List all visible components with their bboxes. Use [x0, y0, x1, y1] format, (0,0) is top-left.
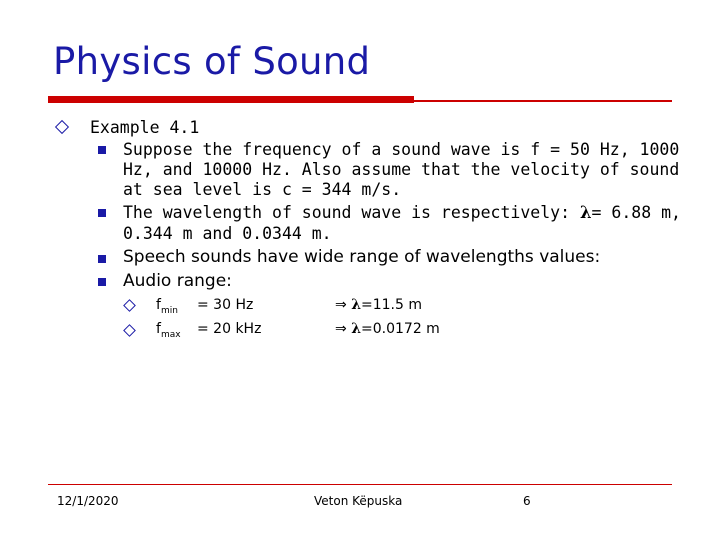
point-3-text: Speech sounds have wide range of wavelengths values: — [123, 247, 601, 267]
point-2-prefix: The wavelength of sound wave is respectively: — [123, 203, 580, 222]
square-bullet-icon — [98, 278, 106, 286]
diamond-bullet-icon — [123, 299, 136, 312]
square-bullet-icon — [98, 255, 106, 263]
fmax-value: = 20 kHz — [197, 321, 262, 337]
point-1-line-3: at sea level is c = 344 m/s. — [123, 180, 402, 199]
fmin-value: = 30 Hz — [197, 297, 254, 313]
example-heading: Example 4.1 — [90, 118, 200, 137]
point-1-line-2: Hz, and 10000 Hz. Also assume that the velocity of sound — [123, 160, 680, 179]
title-underline-thin — [48, 100, 672, 102]
fmin-label: $f_{min}$ — [156, 297, 178, 316]
fmax-label: $f_{max}$ — [156, 321, 181, 340]
diamond-bullet-icon — [55, 120, 69, 134]
point-2-line-2: 0.344 m and 0.0344 m. — [123, 224, 332, 243]
footer-date: 12/1/2020 — [57, 494, 119, 508]
footer-page-number: 6 — [523, 494, 531, 508]
footer-author: Veton Këpuska — [314, 494, 403, 508]
fmax-result: ⇒ λ=0.0172 m — [335, 321, 440, 337]
fmin-result: ⇒ λ=11.5 m — [335, 297, 423, 313]
point-2-suffix: = 6.88 m, — [591, 203, 681, 222]
point-2-line-1 — [123, 203, 681, 222]
slide-title: Physics of Sound — [53, 40, 371, 83]
diamond-bullet-icon — [123, 324, 136, 337]
square-bullet-icon — [98, 146, 106, 154]
lambda-symbol: λ — [579, 203, 592, 222]
footer-rule — [48, 484, 672, 485]
point-4-text: Audio range: — [123, 271, 232, 291]
point-1-line-1: Suppose the frequency of a sound wave is f = 50 Hz, 1000 — [123, 140, 680, 159]
square-bullet-icon — [98, 209, 106, 217]
